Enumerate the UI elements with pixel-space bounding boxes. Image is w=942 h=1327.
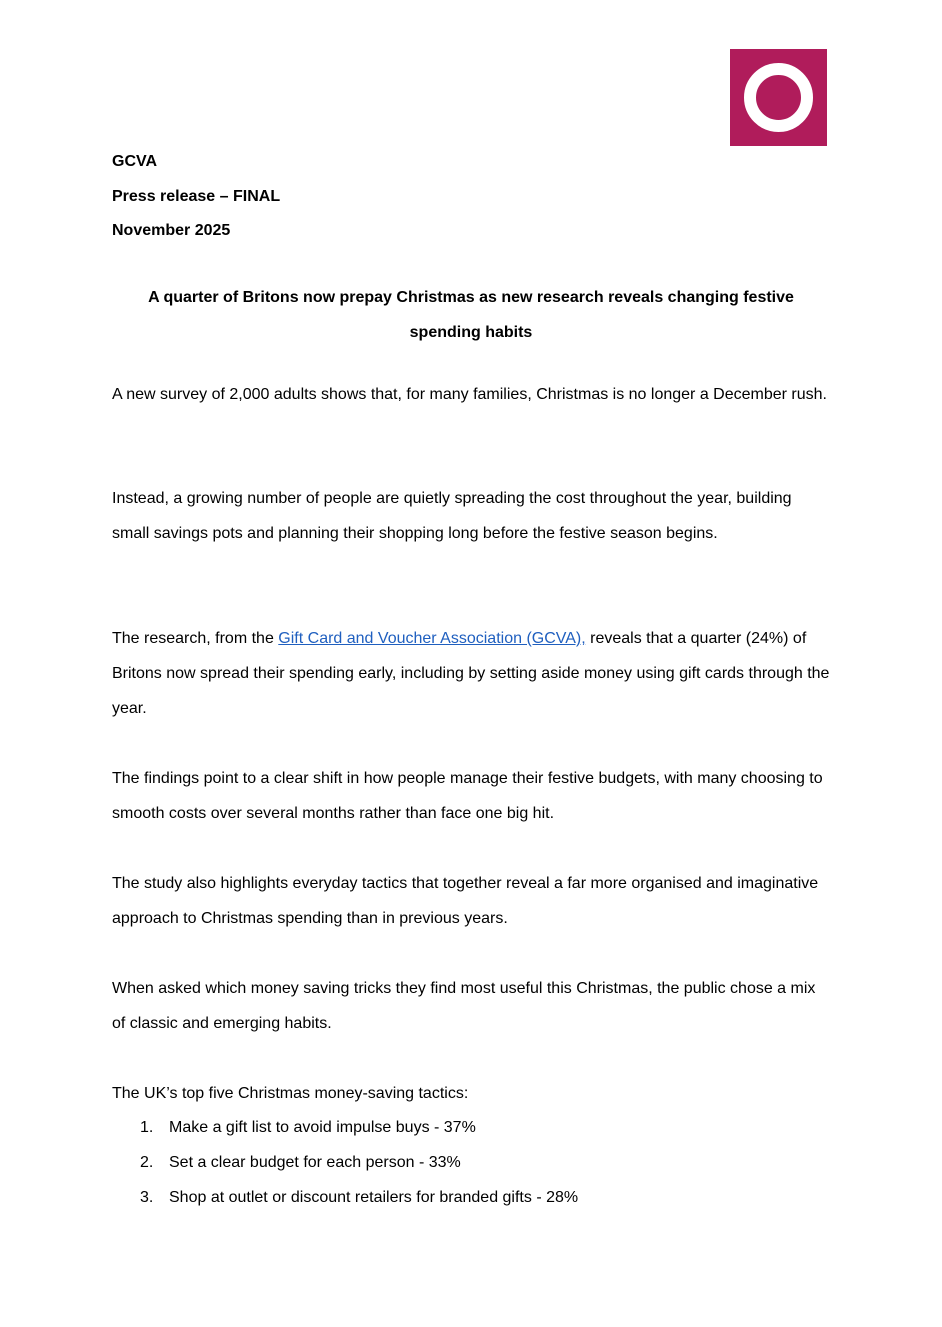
gcva-logo: [730, 49, 827, 146]
paragraph-2: Instead, a growing number of people are quietly spreading the cost throughout the year, building small savings pots and planning their shopping long before the festive season begins.: [112, 490, 792, 542]
list-item: [140, 1180, 578, 1215]
paragraph-3-lead: The research, from the: [112, 630, 279, 647]
paragraph-1: A new survey of 2,000 adults shows that, for many families, Christmas is no longer a December rush.: [112, 386, 827, 403]
paragraph-6: When asked which money saving tricks they find most useful this Christmas, the public chose a mix of classic and emerging habits.: [112, 980, 816, 1032]
list-text: Set a clear budget for each person - 33%: [169, 1154, 461, 1171]
document-type: Press release – FINAL: [112, 188, 281, 205]
list-number: 3.: [140, 1189, 154, 1206]
ring-icon: [744, 63, 813, 132]
headline: A quarter of Britons now prepay Christmas as new research reveals changing festive spending habits: [148, 289, 794, 341]
list-number: 1.: [140, 1119, 154, 1136]
paragraph-3: [112, 621, 832, 726]
paragraph-3-rest: reveals that a quarter (24%) of Britons now spread their spending early, including by setting aside money using gift cards through the year.: [112, 630, 830, 717]
list-text: Make a gift list to avoid impulse buys - 37%: [169, 1119, 476, 1136]
tactics-intro: The UK’s top five Christmas money-saving tactics:: [112, 1085, 469, 1102]
gcva-link[interactable]: Gift Card and Voucher Association (GCVA),: [278, 630, 586, 647]
list-text: Shop at outlet or discount retailers for branded gifts - 28%: [169, 1189, 579, 1206]
tactics-list: [140, 1110, 578, 1215]
org-name: GCVA: [112, 153, 158, 170]
list-item: [140, 1145, 578, 1180]
paragraph-4: The findings point to a clear shift in how people manage their festive budgets, with many choosing to smooth costs over several months rather than face one big hit.: [112, 770, 823, 822]
list-number: 2.: [140, 1154, 154, 1171]
paragraph-5: The study also highlights everyday tactics that together reveal a far more organised and imaginative approach to Christmas spending than in previous years.: [112, 875, 819, 927]
list-item: [140, 1110, 578, 1145]
release-date: November 2025: [112, 222, 231, 239]
